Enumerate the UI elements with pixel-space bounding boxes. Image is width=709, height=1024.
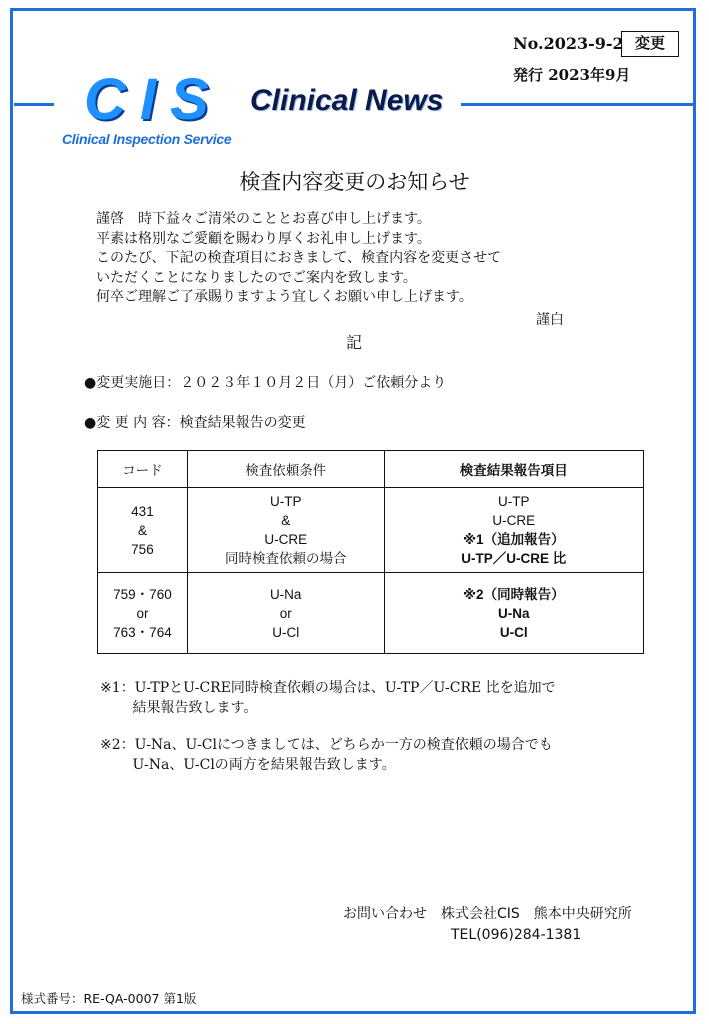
change-date-bullet: ●変更実施日：２０２３年１０月２日（月）ご依頼分より: [84, 375, 447, 391]
greeting-line: 謹啓 時下益々ご清栄のこととお喜び申し上げます。: [96, 211, 431, 227]
greeting-line: このたび、下記の検査項目におきまして、検査内容を変更させて: [96, 250, 502, 267]
table-row: [98, 573, 644, 654]
condition-line: or: [279, 605, 292, 621]
cis-logo: CIS: [84, 67, 223, 132]
report-line: U-CRE: [492, 513, 536, 528]
code-line: &: [137, 522, 147, 538]
report-line-bold: U-TP／U-CRE 比: [461, 551, 567, 566]
greeting-line: 何卒ご理解ご了承賜りますよう宜しくお願い申し上げます。: [96, 289, 473, 306]
condition-line: 同時検査依頼の場合: [224, 551, 347, 566]
form-number: 様式番号：RE-QA-0007 第1版: [21, 991, 197, 1006]
table-row: [98, 488, 644, 573]
footnote-line: ※1：U-TPとU-CRE同時検査依頼の場合は、U-TP／U-CRE 比を追加で: [100, 680, 556, 696]
ki-heading: 記: [346, 333, 363, 352]
report-line: U-TP: [498, 494, 530, 509]
header-rule-left: [14, 103, 54, 106]
page-title: 検査内容変更のお知らせ: [239, 170, 470, 194]
cell-report: [384, 573, 643, 654]
report-line-bold: ※2（同時報告）: [462, 586, 565, 602]
footnote-2: [100, 736, 553, 775]
col-header-report: 検査結果報告項目: [384, 451, 643, 488]
report-line-bold: U-Na: [498, 605, 530, 621]
cell-code: [98, 573, 188, 654]
col-header-condition: 検査依頼条件: [187, 451, 384, 488]
clinical-news-title: Clinical News: [250, 84, 444, 117]
signoff: 謹白: [536, 312, 564, 328]
footnote-1: [100, 679, 556, 718]
logo-subtitle: Clinical Inspection Service: [62, 131, 232, 147]
contact-company: お問い合わせ 株式会社CIS 熊本中央研究所: [343, 906, 632, 922]
greeting-line: 平素は格別なご愛顧を賜わり厚くお礼申し上げます。: [96, 230, 431, 247]
cell-condition: [187, 573, 384, 654]
issue-date: 発行 2023年9月: [513, 66, 631, 84]
footnote-line: U-Na、U-Clの両方を結果報告致します。: [100, 756, 396, 773]
table-header-row: [98, 451, 644, 488]
condition-line: U-TP: [269, 494, 302, 509]
code-line: 431: [131, 503, 154, 519]
report-line-bold: U-Cl: [499, 624, 528, 640]
condition-line: &: [281, 513, 291, 528]
condition-line: U-CRE: [264, 532, 308, 547]
change-table: [97, 450, 644, 654]
document-number: No.2023-9-2: [513, 34, 624, 53]
cell-condition: [187, 488, 384, 573]
condition-line: U-Na: [269, 586, 302, 602]
contact-info: [343, 904, 632, 946]
greeting-paragraph: [96, 210, 501, 308]
report-line-bold: ※1（追加報告）: [462, 532, 565, 547]
code-line: 756: [131, 541, 154, 557]
greeting-line: いただくことになりましたのでご案内を致します。: [96, 269, 417, 286]
change-content-bullet: ●変 更 内 容：検査結果報告の変更: [84, 415, 306, 431]
cell-code: [98, 488, 188, 573]
code-line: 763・764: [113, 624, 172, 640]
code-line: or: [136, 605, 149, 621]
change-badge: 変更: [621, 31, 679, 57]
footnote-line: ※2：U-Na、U-Clにつきましては、どちらか一方の検査依頼の場合でも: [100, 737, 553, 753]
condition-line: U-Cl: [272, 624, 300, 640]
footnote-line: 結果報告致します。: [100, 699, 258, 716]
cell-report: [384, 488, 643, 573]
header-rule-right: [461, 103, 693, 106]
col-header-code: コード: [98, 451, 188, 488]
contact-phone: TEL(096)284-1381: [451, 927, 582, 943]
code-line: 759・760: [113, 586, 172, 602]
